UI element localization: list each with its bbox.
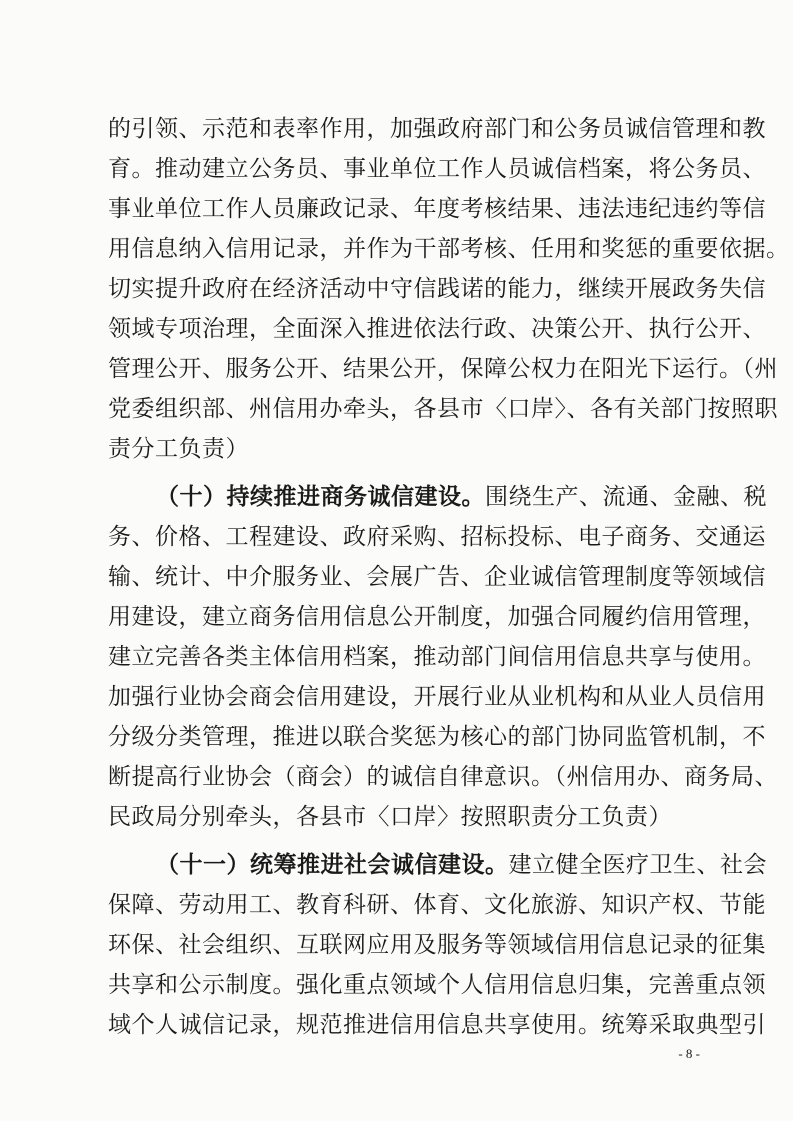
text-line: 加强行业协会商会信用建设，开展行业从业机构和从业人员信用 [108,684,766,710]
text-line: 管理公开、服务公开、结果公开，保障公权力在阳光下运行。（州 [108,356,778,382]
section-11-first-line [156,845,767,885]
text-line: 保障、劳动用工、教育科研、体育、文化旅游、知识产权、节能 [108,892,766,918]
section-10-text: 围绕生产、流通、金融、税 [485,484,767,510]
text-line: 域个人诚信记录，规范推进信用信息共享使用。统筹采取典型引 [108,1012,766,1038]
text-line: 共享和公示制度。强化重点领域个人信用信息归集，完善重点领 [108,972,766,998]
text-line: 切实提升政府在经济活动中守信践诺的能力，继续开展政务失信 [108,276,766,302]
text-line: 环保、社会组织、互联网应用及服务等领域信用信息记录的征集 [108,932,766,958]
text-line: 断提高行业协会（商会）的诚信自律意识。（州信用办、商务局、 [108,764,778,790]
section-11-text: 建立健全医疗卫生、社会 [508,852,767,878]
text-line: 分级分类管理，推进以联合奖惩为核心的部门协同监管机制，不 [108,724,766,750]
text-line: 责分工负责） [108,436,249,462]
text-line: 建立完善各类主体信用档案，推动部门间信用信息共享与使用。 [108,644,766,670]
text-line: 领域专项治理，全面深入推进依法行政、决策公开、执行公开、 [108,316,766,342]
text-line: 育。推动建立公务员、事业单位工作人员诚信档案，将公务员、 [108,156,766,182]
section-11-heading: （十一）统筹推进社会诚信建设。 [156,851,509,878]
text-line: 务、价格、工程建设、政府采购、招标投标、电子商务、交通运 [108,524,766,550]
text-line: 的引领、示范和表率作用，加强政府部门和公务员诚信管理和教 [108,116,766,142]
text-line: 用信息纳入信用记录，并作为干部考核、任用和奖惩的重要依据。 [108,236,790,262]
text-line: 事业单位工作人员廉政记录、年度考核结果、违法违纪违约等信 [108,196,766,222]
text-line: 党委组织部、州信用办牵头，各县市〈口岸〉、各有关部门按照职 [108,396,778,422]
page-number: - 8 - [678,1046,700,1061]
text-line: 用建设，建立商务信用信息公开制度，加强合同履约信用管理， [108,604,766,630]
text-line: 民政局分别牵头，各县市〈口岸〉按照职责分工负责） [108,804,672,830]
text-line: 输、统计、中介服务业、会展广告、企业诚信管理制度等领域信 [108,564,766,590]
section-10-heading: （十）持续推进商务诚信建设。 [156,483,485,510]
section-10-first-line [156,477,767,517]
